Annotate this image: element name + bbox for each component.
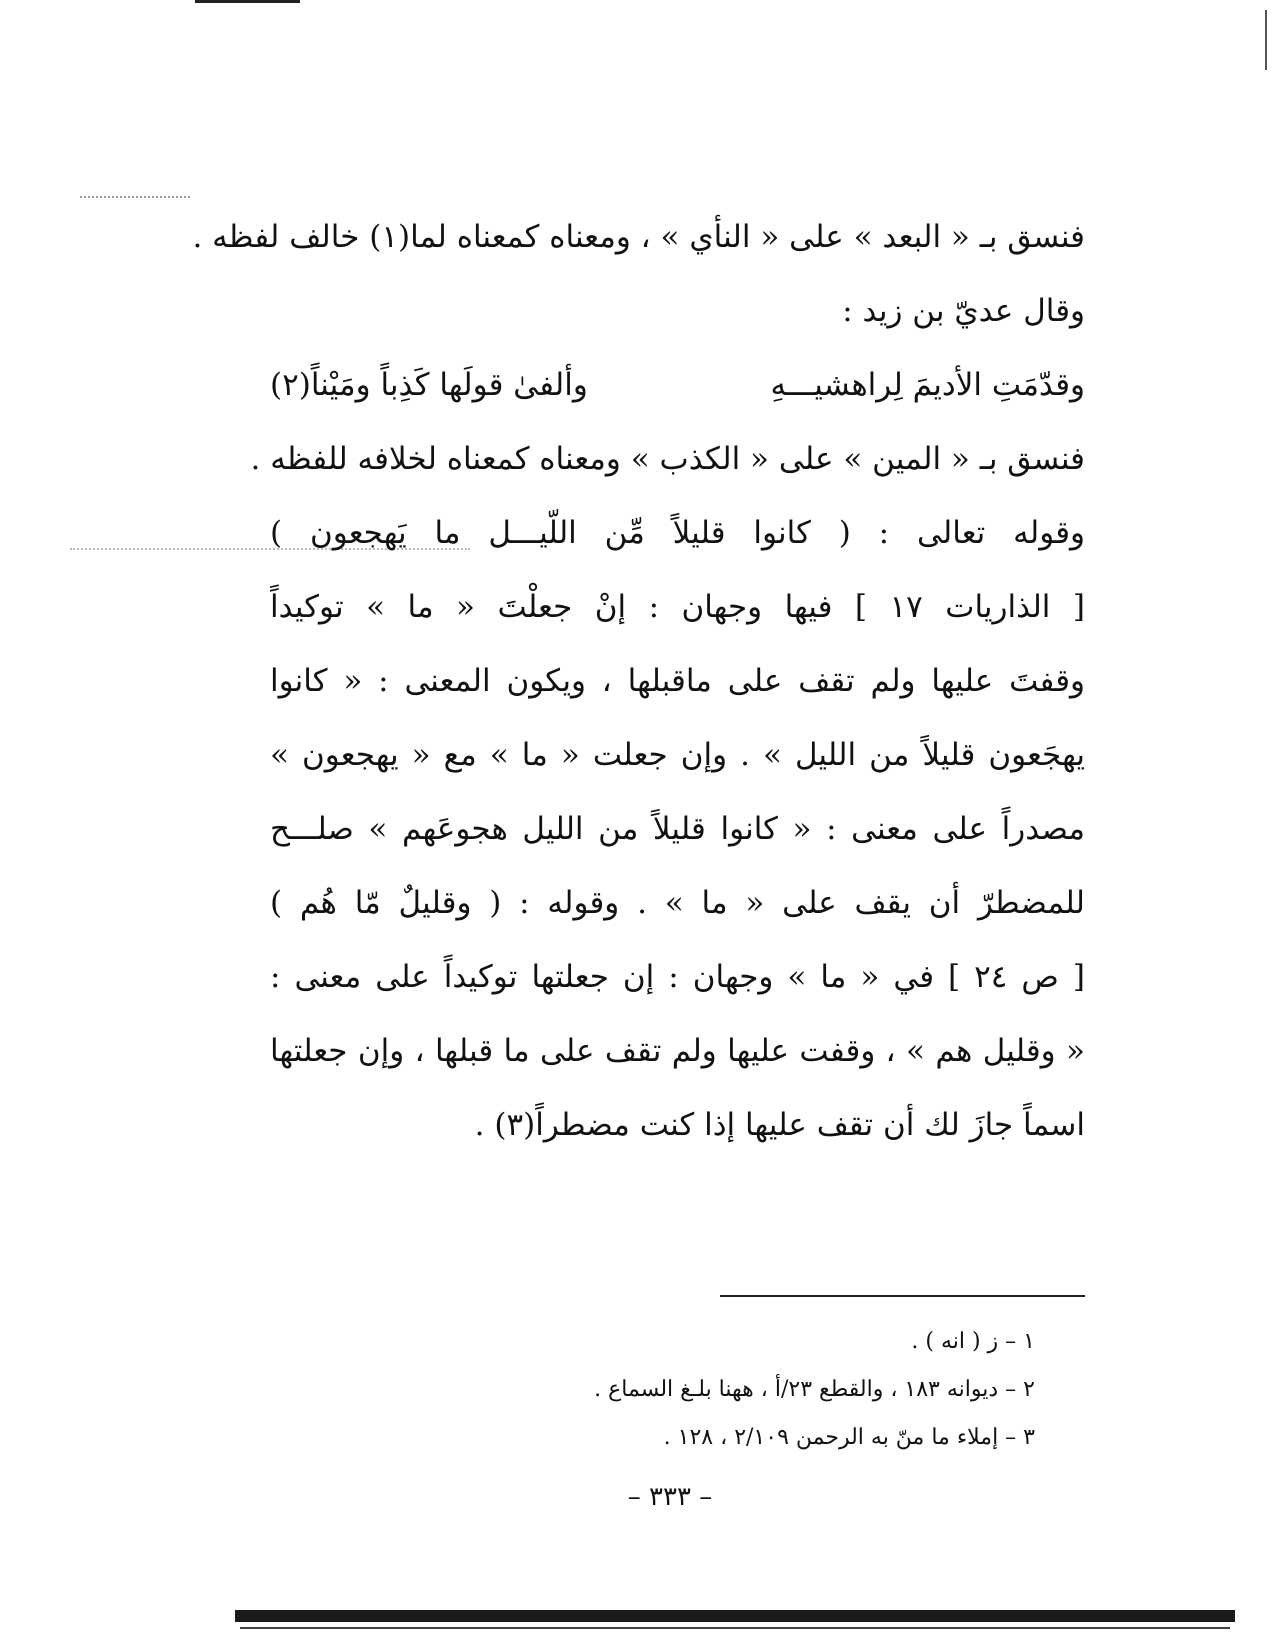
scan-bottom-bar [235, 1610, 1235, 1622]
verse-first-hemistich: وقدّمَتِ الأديمَ لِراهشيـــهِ [770, 367, 1085, 403]
scan-top-rule [195, 0, 300, 3]
text-line: وقال عديّ بن زيد : [842, 293, 1085, 329]
scan-bottom-rule [240, 1627, 1230, 1629]
scan-edge-mark [1265, 10, 1267, 70]
text-line: للمضطرّ أن يقف على « ما » . وقوله : ( وقليلٌ مّا هُم ) [270, 885, 1085, 921]
text-line: « وقليل هم » ، وقفت عليها ولم تقف على ما قبلها ، وإن جعلتها [270, 1033, 1085, 1069]
text-line: فنسق بـ « البعد » على « النأي » ، ومعناه كمعناه لما(١) خالف لفظه . [192, 219, 1085, 255]
poetry-verse [270, 348, 1085, 422]
footnote-item: ٣ – إملاء ما منّ به الرحمن ٢/١٠٩ ، ١٢٨ . [663, 1425, 1035, 1450]
verse-second-hemistich: وألفىٰ قولَها كَذِباً ومَيْناً(٢) [270, 367, 588, 403]
text-line: اسماً جازَ لك أن تقف عليها إذا كنت مضطراً(٣) . [474, 1107, 1085, 1143]
text-line: يهجَعون قليلاً من الليل » . وإن جعلت « ما » مع « يهجعون » [270, 737, 1085, 773]
text-line: [ الذاريات ١٧ ] فيها وجهان : إنْ جعلْتَ « ما » توكيداً [270, 589, 1085, 625]
text-line: وقوله تعالى : ( كانوا قليلاً مِّن اللّيـــل ما يَهجعون ) [270, 515, 1085, 551]
page-number: – ٣٣٣ – [627, 1482, 713, 1512]
text-line: [ ص ٢٤ ] في « ما » وجهان : إن جعلتها توكيداً على معنى : [270, 959, 1085, 995]
text-line: وقفتَ عليها ولم تقف على ماقبلها ، ويكون المعنى : « كانوا [270, 663, 1085, 699]
main-text-block [192, 200, 1085, 1162]
scan-noise-dots [80, 196, 190, 199]
text-line: مصدراً على معنى : « كانوا قليلاً من الليل هجوعَهم » صلـــح [270, 811, 1085, 847]
footnote-item: ٢ – ديوانه ١٨٣ ، والقطع ٢٣/أ ، ههنا بلـغ السماع . [594, 1377, 1035, 1402]
footnotes [420, 1318, 1035, 1462]
footnote-separator [720, 1295, 1085, 1297]
text-line: فنسق بـ « المين » على « الكذب » ومعناه كمعناه لخلافه للفظه . [250, 441, 1085, 477]
footnote-item: ١ – ز ( انه ) . [911, 1329, 1035, 1354]
